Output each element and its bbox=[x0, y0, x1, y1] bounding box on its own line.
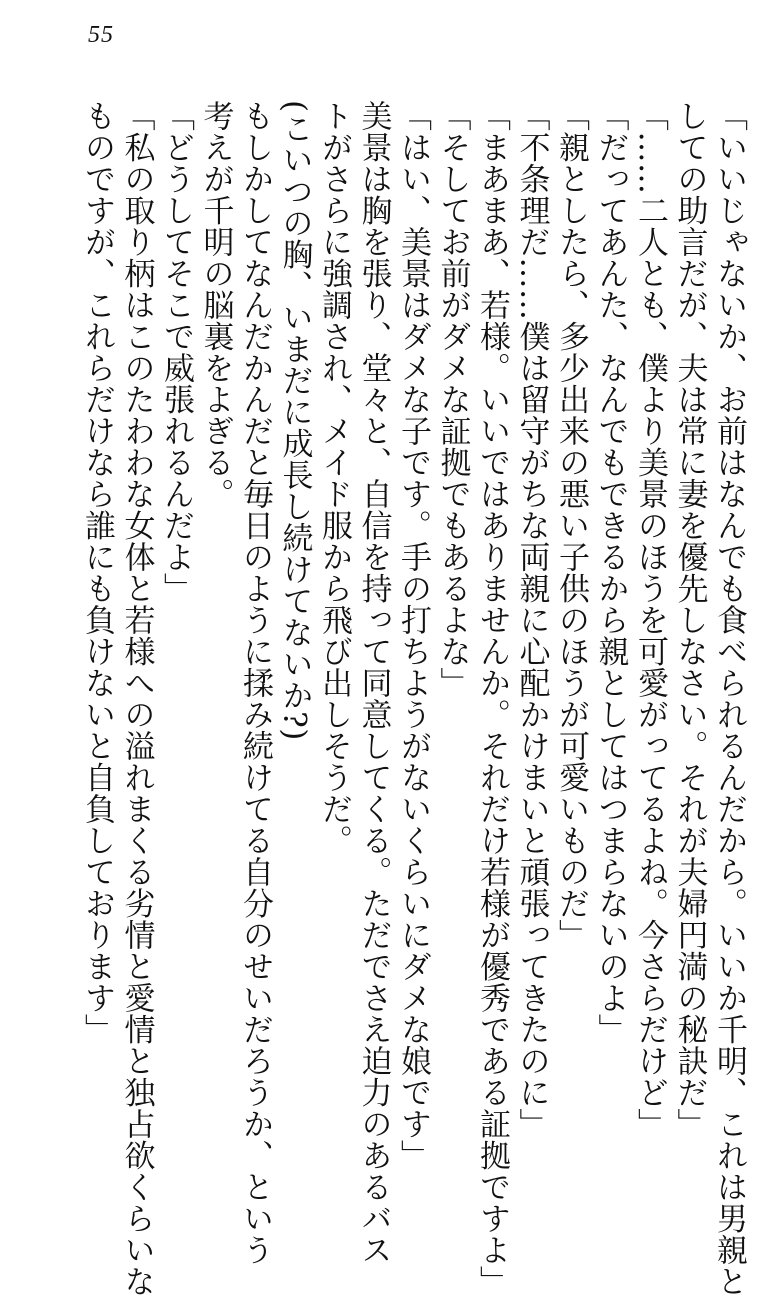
text-line: 「……二人とも、僕より美景のほうを可愛がってるよね。今さらだけど」 bbox=[632, 100, 668, 1140]
text-line: 「だってあんた、なんでもできるから親としてはつまらないのよ」 bbox=[592, 100, 629, 1045]
text-line: もしかしてなんだかんだと毎日のように揉み続けてる自分のせいだろうか、という bbox=[237, 100, 273, 1266]
text-line: 「いいじゃないか、お前はなんでも食べられるんだから。いいか千明、これは男親と bbox=[711, 100, 747, 1297]
text-line: 考えが千明の脳裏をよぎる。 bbox=[197, 100, 234, 510]
text-line: ものですが、これらだけなら誰にも負けないと自負しております」 bbox=[79, 100, 115, 1045]
page-number: 55 bbox=[88, 22, 114, 48]
text-line: しての助言だが、夫は常に妻を優先しなさい。それが夫婦円満の秘訣だ」 bbox=[671, 100, 708, 1140]
text-line: 「はい、美景はダメな子です。手の打ちようがないくらいにダメな娘です」 bbox=[395, 100, 431, 1171]
text-line: 「そしてお前がダメな証拠でもあるよな」 bbox=[434, 100, 471, 699]
text-line: 「どうしてそこで威張れるんだよ」 bbox=[158, 100, 194, 604]
text-line: 「不条理だ……僕は留守がちな両親に心配かけまいと頑張ってきたのに」 bbox=[513, 100, 550, 1140]
text-line: 「まあまあ、若様。いいではありませんか。それだけ若様が優秀である証拠ですよ」 bbox=[474, 100, 510, 1297]
text-line: (こいつの胸、いまだに成長し続けてないか?) bbox=[276, 100, 313, 741]
text-line: トがさらに強調され、メイド服から飛び出しそうだ。 bbox=[316, 100, 352, 856]
body-text bbox=[48, 100, 748, 1297]
text-line: 「私の取り柄はこのたわわな女体と若様への溢れまくる劣情と愛情と独占欲くらいな bbox=[118, 100, 155, 1297]
text-line: 美景は胸を張り、堂々と、自信を持って同意してくる。ただでさえ迫力のあるバス bbox=[355, 100, 392, 1266]
text-line: 「親としたら、多少出来の悪い子供のほうが可愛いものだ」 bbox=[553, 100, 589, 951]
